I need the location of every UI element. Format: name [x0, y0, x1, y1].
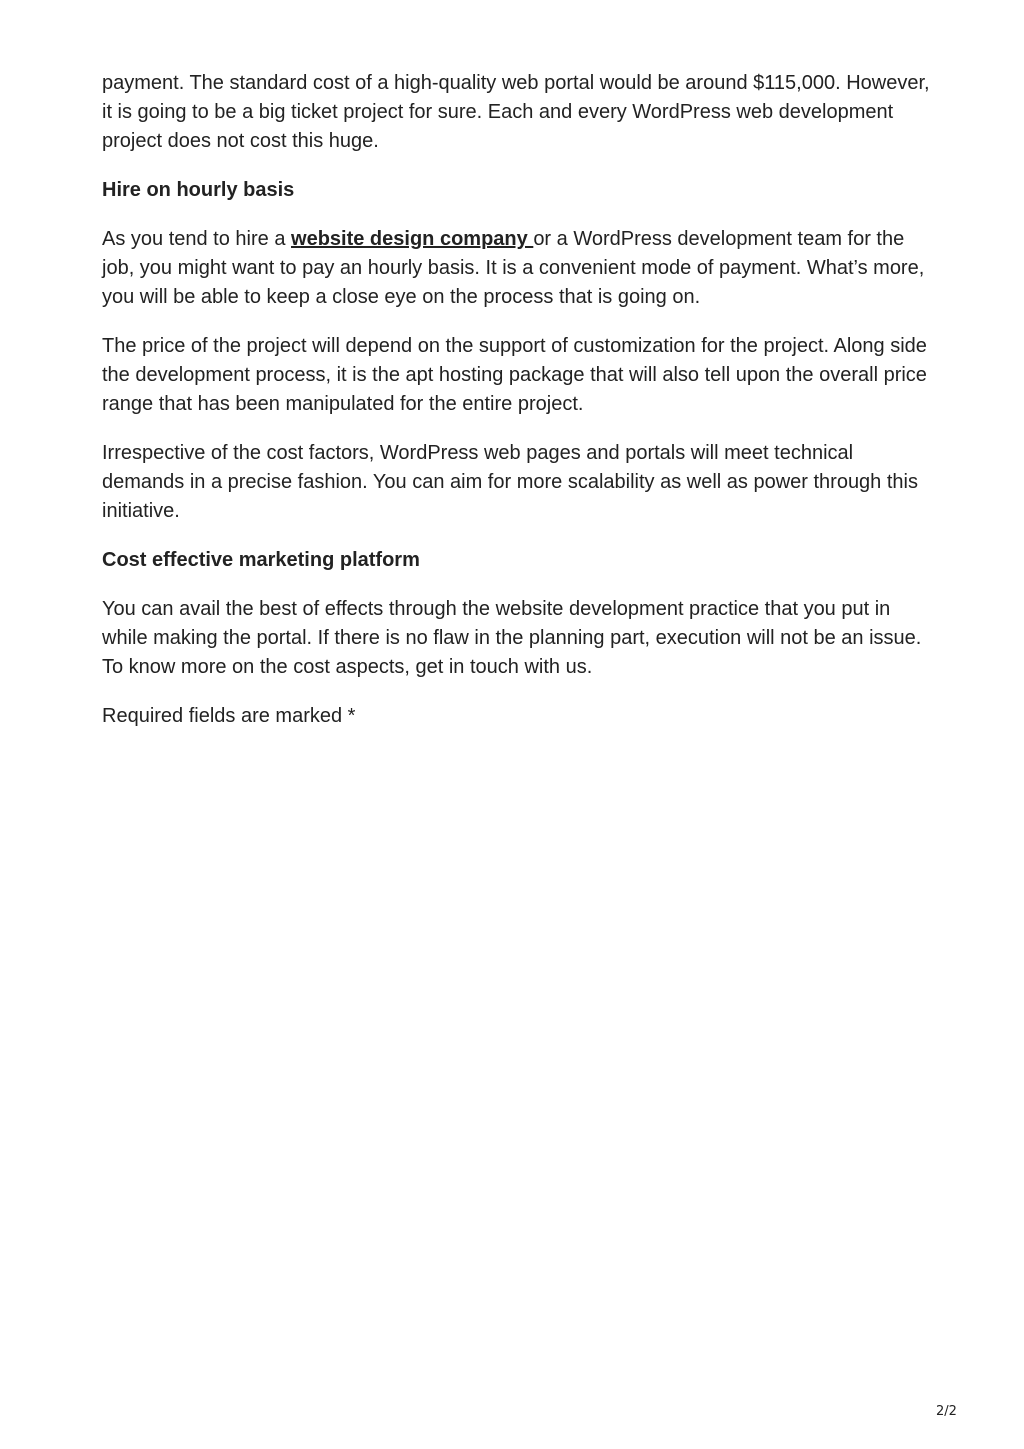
- article-body: [102, 69, 932, 751]
- page-number: 2/2: [936, 1404, 957, 1419]
- required-fields-note: Required fields are marked *: [102, 705, 356, 727]
- heading-marketing-platform: Cost effective marketing platform: [102, 549, 420, 571]
- heading-hourly-basis: Hire on hourly basis: [102, 179, 295, 201]
- paragraph-hourly-text-start: As you tend to hire a: [102, 228, 292, 250]
- paragraph-price: The price of the project will depend on the support of customization for the project. Along side the development process, it is the apt hosting package that will also tell upon the overall price range that has been manipulated for the entire project.: [102, 335, 927, 415]
- paragraph-intro: payment. The standard cost of a high-quality web portal would be around $115,000. However, it is going to be a big ticket project for sure. Each and every WordPress web development project does not cost this huge.: [102, 72, 930, 152]
- paragraph-marketing: You can avail the best of effects through the website development practice that you put in while making the portal. If there is no flaw in the planning part, execution will not be an issue. To know more on the cost aspects, get in touch with us.: [102, 598, 922, 678]
- paragraph-hourly-text-end: or a WordPress development team for the job, you might want to pay an hourly basis. It is a convenient mode of payment. What’s more, you will be able to keep a close eye on the process that is going on.: [102, 228, 925, 308]
- paragraph-irrespective: Irrespective of the cost factors, WordPress web pages and portals will meet technical demands in a precise fashion. You can aim for more scalability as well as power through this initiative.: [102, 442, 918, 522]
- paragraph-hourly: [102, 225, 932, 312]
- website-design-company-link[interactable]: website design company: [291, 228, 534, 250]
